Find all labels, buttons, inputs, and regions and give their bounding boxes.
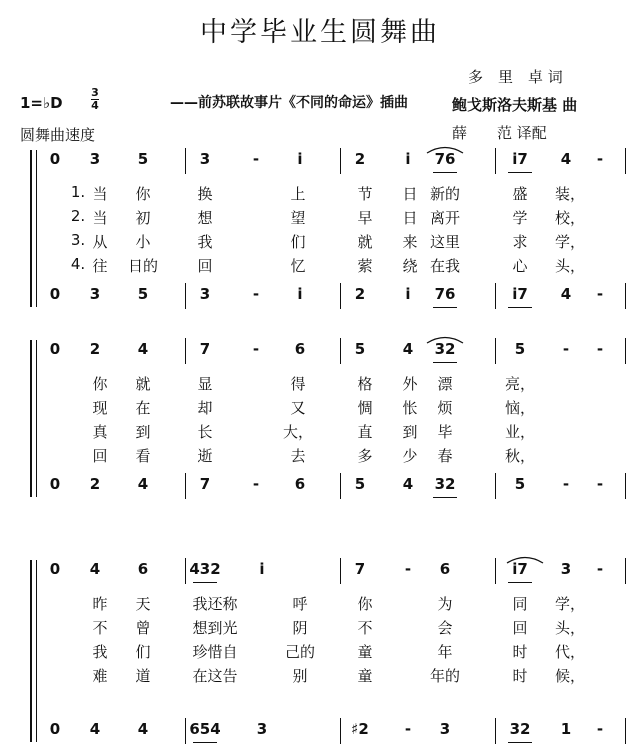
lyric-word: 别 <box>292 667 308 685</box>
harmony-note: 1 <box>560 720 572 738</box>
lyric-word: 在这告 <box>192 667 238 685</box>
harmony-note: 6 <box>294 475 306 493</box>
lyric-word: 学， <box>554 595 586 613</box>
lyric-word: 学 <box>512 209 528 227</box>
lyric-word: 外 <box>402 375 418 393</box>
melody-note: 4 <box>560 150 572 168</box>
lyric-word: 你 <box>92 375 108 393</box>
barline <box>625 473 626 499</box>
melody-note: 7 <box>354 560 366 578</box>
barline <box>625 338 626 364</box>
lyric-word: 求 <box>512 233 528 251</box>
lyric-word: 昨 <box>92 595 108 613</box>
system-bracket <box>30 340 32 497</box>
lyric-word: 少 <box>402 447 418 465</box>
harmony-note: - <box>252 285 260 303</box>
system-bracket-inner <box>36 340 37 497</box>
lyric-word: 直 <box>357 423 373 441</box>
lyric-word: 道 <box>135 667 151 685</box>
tempo-marking: 圆舞曲速度 <box>20 126 96 144</box>
lyric-word: 看 <box>135 447 151 465</box>
harmony-note: 32 <box>434 475 456 493</box>
lyric-word: 时 <box>512 667 528 685</box>
lyric-word: 多 <box>357 447 373 465</box>
lyric-word: 到 <box>402 423 418 441</box>
barline <box>340 283 341 309</box>
lyric-word: 亮， <box>504 375 536 393</box>
lyric-word: 毕 <box>437 423 453 441</box>
melody-note: 5 <box>514 340 526 358</box>
lyric-word: 长 <box>197 423 213 441</box>
barline <box>625 148 626 174</box>
lyric-word: 盛 <box>512 185 528 203</box>
lyric-word: 忆 <box>290 257 306 275</box>
beam-underline <box>508 742 532 743</box>
harmony-note: 5 <box>514 475 526 493</box>
harmony-note: - <box>404 720 412 738</box>
lyric-word: 在我 <box>429 257 461 275</box>
lyric-word: 难 <box>92 667 108 685</box>
melody-note: 6 <box>439 560 451 578</box>
melody-note: 7 <box>199 340 211 358</box>
lyric-word: 惆 <box>357 399 373 417</box>
melody-note: 6 <box>137 560 149 578</box>
melody-note: i7 <box>512 150 528 168</box>
harmony-note: 0 <box>49 720 61 738</box>
system-bracket <box>30 150 32 307</box>
lyric-word: 当 <box>92 209 108 227</box>
beam-underline <box>193 582 217 583</box>
barline <box>185 148 186 174</box>
system-bracket-inner <box>36 560 37 742</box>
key-signature: 1=♭D <box>20 94 63 112</box>
slur-mark <box>425 144 465 154</box>
lyric-word: 节 <box>357 185 373 203</box>
lyricist-credit: 多 里 卓 词 <box>468 68 563 86</box>
harmony-note: 3 <box>256 720 268 738</box>
lyric-word: 同 <box>512 595 528 613</box>
harmony-note: - <box>596 720 604 738</box>
verse-number: 1. <box>70 183 86 201</box>
harmony-note: 32 <box>509 720 531 738</box>
harmony-note: 2 <box>89 475 101 493</box>
harmony-note: - <box>596 285 604 303</box>
melody-note: 6 <box>294 340 306 358</box>
lyric-word: 日的 <box>127 257 159 275</box>
lyric-word: 珍惜自 <box>192 643 238 661</box>
beam-underline <box>193 742 217 743</box>
lyric-word: 我 <box>197 233 213 251</box>
lyric-word: 格 <box>357 375 373 393</box>
barline <box>495 148 496 174</box>
harmony-note: - <box>596 475 604 493</box>
lyric-word: 往 <box>92 257 108 275</box>
melody-note: 3 <box>89 150 101 168</box>
harmony-note: ♯2 <box>351 720 369 738</box>
lyric-word: 想到光 <box>192 619 238 637</box>
lyric-word: 就 <box>357 233 373 251</box>
verse-number: 2. <box>70 207 86 225</box>
melody-note: - <box>596 340 604 358</box>
melody-note: - <box>596 560 604 578</box>
harmony-note: 4 <box>137 720 149 738</box>
lyric-word: 呼 <box>292 595 308 613</box>
harmony-note: 4 <box>89 720 101 738</box>
melody-note: 2 <box>354 150 366 168</box>
lyric-word: 学， <box>554 233 586 251</box>
lyric-word: 怅 <box>402 399 418 417</box>
barline <box>625 558 626 584</box>
melody-note: 3 <box>199 150 211 168</box>
harmony-note: 654 <box>189 720 221 738</box>
lyric-word: 曾 <box>135 619 151 637</box>
slur-mark <box>505 554 545 564</box>
beam-underline <box>433 362 457 363</box>
verse-number: 4. <box>70 255 86 273</box>
lyric-word: 年的 <box>429 667 461 685</box>
lyric-word: 回 <box>512 619 528 637</box>
lyric-word: 现 <box>92 399 108 417</box>
lyric-word: 烦 <box>437 399 453 417</box>
lyric-word: 业， <box>504 423 536 441</box>
harmony-note: i <box>297 285 303 303</box>
melody-note: - <box>562 340 570 358</box>
lyric-word: 会 <box>437 619 453 637</box>
beam-underline <box>433 307 457 308</box>
lyric-word: 年 <box>437 643 453 661</box>
harmony-note: 4 <box>137 475 149 493</box>
lyric-word: 回 <box>197 257 213 275</box>
melody-note: i <box>297 150 303 168</box>
lyric-word: 去 <box>290 447 306 465</box>
lyric-word: 新的 <box>429 185 461 203</box>
harmony-note: i7 <box>512 285 528 303</box>
barline <box>495 338 496 364</box>
melody-note: i7 <box>512 560 528 578</box>
lyric-word: 真 <box>92 423 108 441</box>
lyric-word: 恼， <box>504 399 536 417</box>
lyric-word: 来 <box>402 233 418 251</box>
melody-note: - <box>252 150 260 168</box>
beam-underline <box>433 172 457 173</box>
harmony-note: 4 <box>560 285 572 303</box>
melody-note: i <box>405 150 411 168</box>
harmony-note: 3 <box>439 720 451 738</box>
verse-number: 3. <box>70 231 86 249</box>
barline <box>185 338 186 364</box>
lyric-word: 换 <box>197 185 213 203</box>
lyric-word: 你 <box>135 185 151 203</box>
lyric-word: 漂 <box>437 375 453 393</box>
harmony-note: 76 <box>434 285 456 303</box>
slur-mark <box>425 334 465 344</box>
lyric-word: 不 <box>357 619 373 637</box>
lyric-word: 们 <box>290 233 306 251</box>
lyric-word: 当 <box>92 185 108 203</box>
barline <box>495 558 496 584</box>
melody-note: 2 <box>89 340 101 358</box>
harmony-note: 4 <box>402 475 414 493</box>
melody-note: - <box>404 560 412 578</box>
lyric-word: 候， <box>554 667 586 685</box>
beam-underline <box>433 497 457 498</box>
barline <box>185 558 186 584</box>
lyric-word: 日 <box>402 209 418 227</box>
system-bracket-inner <box>36 150 37 307</box>
lyric-word: 在 <box>135 399 151 417</box>
lyric-word: 天 <box>135 595 151 613</box>
lyric-word: 装， <box>554 185 586 203</box>
barline <box>340 718 341 744</box>
barline <box>340 148 341 174</box>
melody-note: 5 <box>137 150 149 168</box>
melody-note: 432 <box>189 560 221 578</box>
lyric-word: 秋， <box>504 447 536 465</box>
harmony-note: - <box>562 475 570 493</box>
lyric-word: 大， <box>282 423 314 441</box>
beam-underline <box>508 307 532 308</box>
harmony-note: 5 <box>137 285 149 303</box>
barline <box>340 338 341 364</box>
beam-underline <box>508 582 532 583</box>
barline <box>340 558 341 584</box>
lyric-word: 回 <box>92 447 108 465</box>
translator-credit: 薛 范 译配 <box>452 124 547 142</box>
barline <box>340 473 341 499</box>
lyric-word: 心 <box>512 257 528 275</box>
lyric-word: 上 <box>290 185 306 203</box>
lyric-word: 就 <box>135 375 151 393</box>
melody-note: 76 <box>434 150 456 168</box>
barline <box>495 718 496 744</box>
harmony-note: 0 <box>49 475 61 493</box>
barline <box>625 283 626 309</box>
beam-underline <box>508 172 532 173</box>
harmony-note: 5 <box>354 475 366 493</box>
lyric-word: 们 <box>135 643 151 661</box>
melody-note: 3 <box>560 560 572 578</box>
lyric-word: 我 <box>92 643 108 661</box>
lyric-word: 得 <box>290 375 306 393</box>
lyric-word: 时 <box>512 643 528 661</box>
lyric-word: 为 <box>437 595 453 613</box>
lyric-word: 校， <box>554 209 586 227</box>
melody-note: - <box>252 340 260 358</box>
lyric-word: 从 <box>92 233 108 251</box>
lyric-word: 逝 <box>197 447 213 465</box>
harmony-note: 2 <box>354 285 366 303</box>
lyric-word: 己的 <box>284 643 316 661</box>
harmony-note: 0 <box>49 285 61 303</box>
source-note: ——前苏联故事片《不同的命运》插曲 <box>170 95 408 111</box>
lyric-word: 小 <box>135 233 151 251</box>
lyric-word: 代， <box>554 643 586 661</box>
lyric-word: 绕 <box>402 257 418 275</box>
lyric-word: 春 <box>437 447 453 465</box>
lyric-word: 离开 <box>429 209 461 227</box>
lyric-word: 望 <box>290 209 306 227</box>
lyric-word: 你 <box>357 595 373 613</box>
lyric-word: 童 <box>357 643 373 661</box>
lyric-word: 又 <box>290 399 306 417</box>
harmony-note: i <box>405 285 411 303</box>
composer-credit: 鲍戈斯洛夫斯基 曲 <box>452 96 578 114</box>
melody-note: 0 <box>49 340 61 358</box>
system-bracket <box>30 560 32 742</box>
lyric-word: 萦 <box>357 257 373 275</box>
lyric-word: 童 <box>357 667 373 685</box>
melody-note: 5 <box>354 340 366 358</box>
melody-note: 4 <box>137 340 149 358</box>
melody-note: 32 <box>434 340 456 358</box>
melody-note: 4 <box>89 560 101 578</box>
lyric-word: 头， <box>554 619 586 637</box>
barline <box>185 473 186 499</box>
lyric-word: 早 <box>357 209 373 227</box>
song-title: 中学毕业生圆舞曲 <box>200 17 440 48</box>
lyric-word: 想 <box>197 209 213 227</box>
time-signature: 3 4 <box>91 86 99 112</box>
barline <box>185 283 186 309</box>
barline <box>495 473 496 499</box>
lyric-word: 不 <box>92 619 108 637</box>
lyric-word: 日 <box>402 185 418 203</box>
lyric-word: 阴 <box>292 619 308 637</box>
melody-note: 0 <box>49 150 61 168</box>
barline <box>495 283 496 309</box>
lyric-word: 我还称 <box>192 595 238 613</box>
harmony-note: - <box>252 475 260 493</box>
lyric-word: 初 <box>135 209 151 227</box>
melody-note: 0 <box>49 560 61 578</box>
lyric-word: 到 <box>135 423 151 441</box>
harmony-note: 7 <box>199 475 211 493</box>
lyric-word: 头， <box>554 257 586 275</box>
harmony-note: 3 <box>89 285 101 303</box>
harmony-note: 3 <box>199 285 211 303</box>
melody-note: i <box>259 560 265 578</box>
melody-note: - <box>596 150 604 168</box>
barline <box>625 718 626 744</box>
lyric-word: 却 <box>197 399 213 417</box>
barline <box>185 718 186 744</box>
lyric-word: 这里 <box>429 233 461 251</box>
lyric-word: 显 <box>197 375 213 393</box>
melody-note: 4 <box>402 340 414 358</box>
